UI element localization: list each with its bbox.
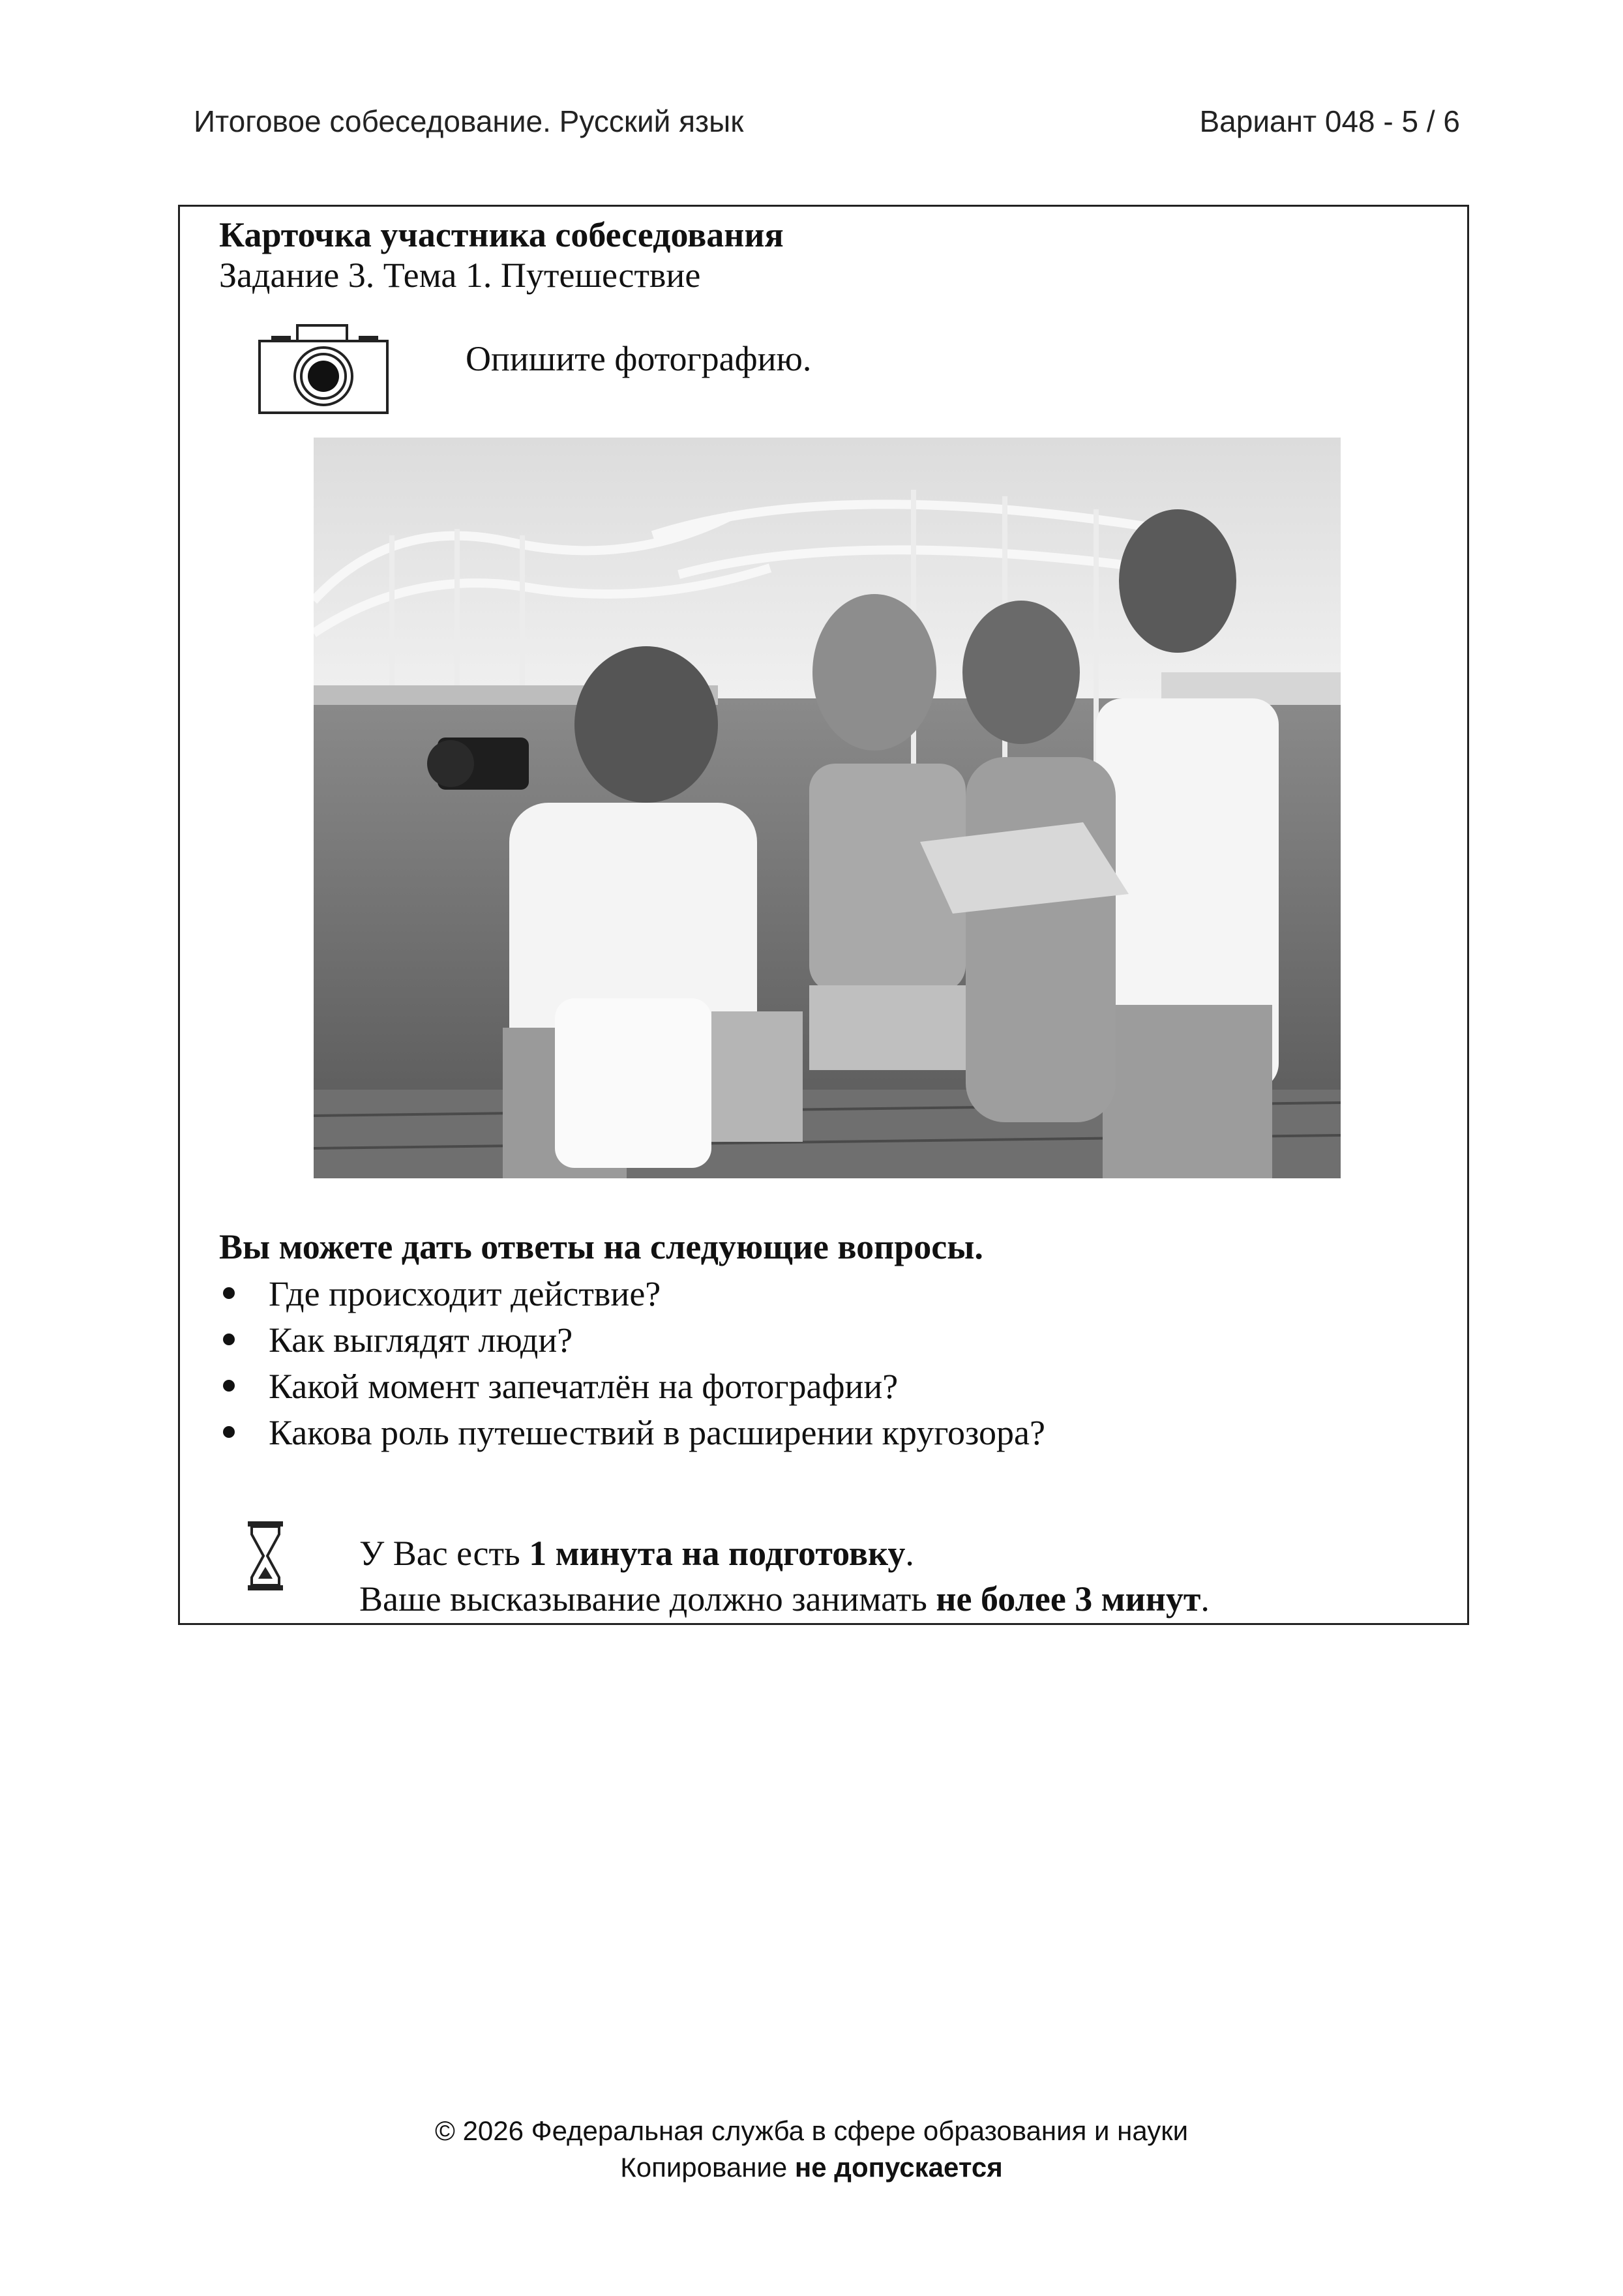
bullet-icon	[223, 1334, 235, 1345]
question-item	[219, 1317, 1045, 1364]
question-text: Какой момент запечатлён на фотографии?	[269, 1367, 899, 1406]
question-text: Как выглядят люди?	[269, 1320, 573, 1360]
participant-card	[178, 205, 1469, 1625]
instruction: Опишите фотографию.	[466, 339, 812, 378]
bullet-icon	[223, 1287, 235, 1299]
question-text: Какова роль путешествий в расширении кругозора?	[269, 1413, 1045, 1452]
footer-copyright: © 2026 Федеральная служба в сфере образования и науки	[434, 2115, 1189, 2146]
photo-travelers-with-map	[314, 438, 1341, 1178]
question-item	[219, 1364, 1045, 1410]
header-title: Итоговое собеседование. Русский язык	[194, 104, 744, 138]
footer-copy-notice: Копирование не допускается	[620, 2152, 1003, 2183]
bullet-icon	[223, 1380, 235, 1392]
question-item	[219, 1410, 1045, 1456]
timing-line-2: Ваше высказывание должно занимать не более 3 минут.	[359, 1579, 1210, 1618]
timing-note	[359, 1530, 1210, 1622]
header-variant: Вариант 048 - 5 / 6	[1199, 104, 1460, 138]
camera-icon	[257, 321, 390, 415]
card-title: Карточка участника собеседования	[219, 215, 784, 254]
questions-list	[219, 1271, 1045, 1456]
hourglass-icon	[245, 1520, 286, 1592]
timing-line-1: У Вас есть 1 минута на подготовку.	[359, 1534, 914, 1573]
question-item	[219, 1271, 1045, 1317]
bullet-icon	[223, 1426, 235, 1438]
card-subtitle: Задание 3. Тема 1. Путешествие	[219, 256, 701, 295]
question-text: Где происходит действие?	[269, 1274, 661, 1313]
questions-heading: Вы можете дать ответы на следующие вопросы.	[219, 1227, 983, 1266]
